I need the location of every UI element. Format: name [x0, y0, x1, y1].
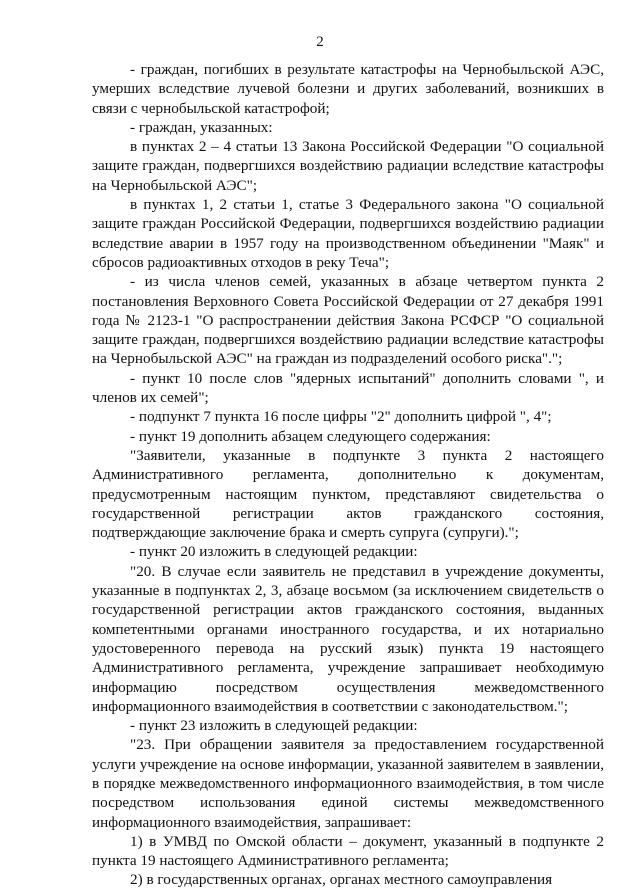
paragraph: "Заявители, указанные в подпункте 3 пункта 2 настоящего Административного регламента, дополнительно к документам, предусмотренным настоящим пунктом, представляют свидетельства о государственной регистрации актов гражданского состояния, подтверждающие заключение брака и смерть супруга (супруги).";	[92, 446, 604, 542]
paragraph: - граждан, указанных:	[130, 118, 273, 136]
page-number: 2	[316, 34, 324, 50]
paragraph: - подпункт 7 пункта 16 после цифры "2" дополнить цифрой ", 4";	[130, 408, 552, 426]
paragraph: - пункт 19 дополнить абзацем следующего содержания:	[130, 427, 491, 445]
paragraph: - пункт 20 изложить в следующей редакции:	[130, 543, 418, 561]
paragraph: - граждан, погибших в результате катастрофы на Чернобыльской АЭС, умерших вследствие лучевой болезни и других заболеваний, возникших в связи с чернобыльской катастрофой;	[92, 61, 604, 117]
paragraph: в пунктах 1, 2 статьи 1, статье 3 Федерального закона "О социальной защите граждан Российской Федерации, подвергшихся воздействию радиации вследствие аварии в 1957 году на производственном объединении "Маяк" и сбросов радиоактивных отходов в реку Теча";	[92, 196, 604, 271]
paragraph: - пункт 10 после слов "ядерных испытаний" дополнить словами ", и членов их семей";	[92, 369, 604, 407]
paragraph: - из числа членов семей, указанных в абзаце четвертом пункта 2 постановления Верховного Совета Российской Федерации от 27 декабря 1991 года № 2123-1 "О распространении действия Закона РСФСР "О социальной защите граждан, подвергшихся воздействию радиации вследствие катастрофы на Чернобыльской АЭС" на граждан из подразделений особого риска".";	[92, 273, 604, 368]
paragraph: "20. В случае если заявитель не представил в учреждение документы, указанные в подпунктах 2, 3, абзаце восьмом (за исключением свидетельств о государственной регистрации актов гражданского состояния, выданных компетентными органами иностранного государства, и их нотариально удостоверенного перевода на русский язык) пункта 19 настоящего Административного регламента, учреждение запрашивает необходимую информацию посредством осуществления межведомственного информационного взаимодействия в соответствии с законодательством.";	[92, 562, 604, 715]
paragraph: - пункт 23 изложить в следующей редакции:	[130, 717, 418, 735]
paragraph: 2) в государственных органах, органах местного самоуправления	[130, 871, 553, 889]
document-body	[92, 60, 604, 890]
paragraph: "23. При обращении заявителя за предоставлением государственной услуги учреждение на основе информации, указанной заявителем в заявлении, в порядке межведомственного информационного взаимодействия, в том числе посредством использования единой системы межведомственного информационного взаимодействия, запрашивает:	[92, 736, 604, 831]
paragraph: 1) в УМВД по Омской области – документ, указанный в подпункте 2 пункта 19 настоящего Административного регламента;	[92, 832, 604, 870]
paragraph: в пунктах 2 – 4 статьи 13 Закона Российской Федерации "О социальной защите граждан, подвергшихся воздействию радиации вследствие катастрофы на Чернобыльской АЭС";	[92, 138, 604, 194]
